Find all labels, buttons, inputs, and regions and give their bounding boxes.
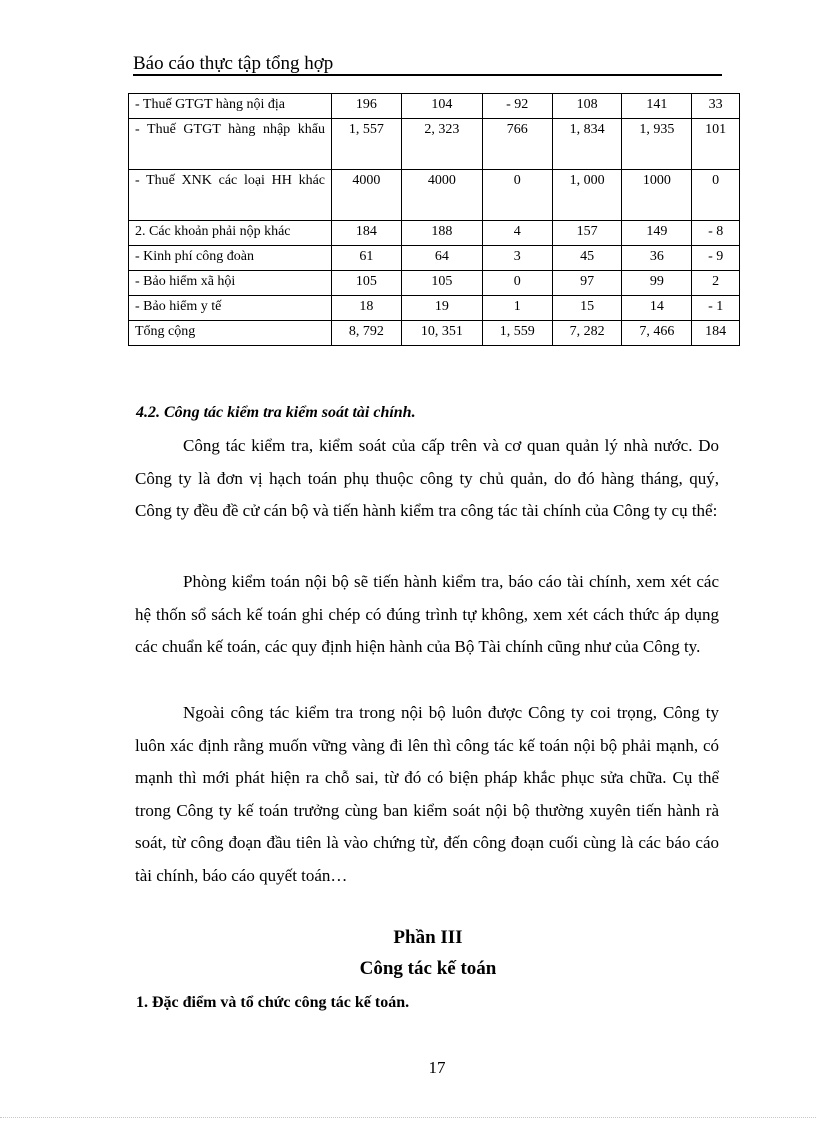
- row-label: - Bảo hiểm xã hội: [129, 271, 332, 296]
- table-cell: 1000: [622, 170, 692, 221]
- table-row: [129, 170, 740, 221]
- table-cell: 104: [401, 94, 482, 119]
- row-label: - Bảo hiểm y tế: [129, 296, 332, 321]
- table-cell: 33: [692, 94, 740, 119]
- table-cell: 2: [692, 271, 740, 296]
- table-cell: 766: [482, 119, 552, 170]
- table-row: [129, 271, 740, 296]
- page-number: 17: [428, 1058, 446, 1077]
- table-cell: - 8: [692, 221, 740, 246]
- table-cell: 64: [401, 246, 482, 271]
- table-cell: 1, 557: [332, 119, 402, 170]
- page-bottom-divider: [0, 1117, 816, 1118]
- table-cell: 14: [622, 296, 692, 321]
- table-cell: 18: [332, 296, 402, 321]
- table-cell: 1: [482, 296, 552, 321]
- table-cell: 105: [332, 271, 402, 296]
- paragraph-3: [135, 697, 719, 892]
- table-cell: 105: [401, 271, 482, 296]
- paragraph-2: [135, 566, 719, 664]
- table-row: [129, 221, 740, 246]
- table-cell: 4000: [401, 170, 482, 221]
- table-cell: - 92: [482, 94, 552, 119]
- row-label: Tổng cộng: [129, 321, 332, 346]
- row-label-text: - Thuế XNK các loại HH khác: [135, 173, 325, 188]
- row-label: 2. Các khoản phải nộp khác: [129, 221, 332, 246]
- table-cell: 61: [332, 246, 402, 271]
- paragraph-text: Ngoài công tác kiểm tra trong nội bộ luôn được Công ty coi trọng, Công ty luôn xác định rằng muốn vững vàng đi lên thì công tác kế toán nội bộ phải mạnh, có mạnh thì mới phát hiện ra chỗ sai, từ đó có biện pháp khắc phục sửa chữa. Cụ thể trong Công ty kế toán trưởng cùng ban kiểm soát nội bộ thường xuyên tiến hành rà soát, từ công đoạn đầu tiên là vào chứng từ, đến công đoạn cuối cùng là các báo cáo tài chính, báo cáo quyết toán…: [135, 703, 719, 885]
- paragraph-text: Phòng kiểm toán nội bộ sẽ tiến hành kiểm tra, báo cáo tài chính, xem xét các hệ thốn sổ sách kế toán ghi chép có đúng trình tự không, xem xét cách thức áp dụng các chuẩn kế toán, các quy định hiện hành của Bộ Tài chính cũng như của Công ty.: [135, 572, 719, 656]
- table-cell: 8, 792: [332, 321, 402, 346]
- table-cell: 1, 834: [552, 119, 622, 170]
- table-cell: 45: [552, 246, 622, 271]
- row-label: [129, 170, 332, 221]
- table-cell: 188: [401, 221, 482, 246]
- table-cell: 157: [552, 221, 622, 246]
- row-label: - Kinh phí công đoàn: [129, 246, 332, 271]
- table-cell: 149: [622, 221, 692, 246]
- table-cell: 0: [482, 271, 552, 296]
- table-cell: 97: [552, 271, 622, 296]
- table-row: [129, 94, 740, 119]
- row-label-text: - Thuế GTGT hàng nhập khẩu: [135, 122, 325, 137]
- table-cell: - 1: [692, 296, 740, 321]
- row-label: - Thuế GTGT hàng nội địa: [129, 94, 332, 119]
- table-cell: 1, 935: [622, 119, 692, 170]
- table-cell: 15: [552, 296, 622, 321]
- table-row: [129, 296, 740, 321]
- part-number: Phần III: [393, 927, 463, 948]
- table-cell: 2, 323: [401, 119, 482, 170]
- table-cell: 99: [622, 271, 692, 296]
- table-cell: 36: [622, 246, 692, 271]
- table-cell: 101: [692, 119, 740, 170]
- paragraph-text: Công tác kiểm tra, kiểm soát của cấp trên và cơ quan quản lý nhà nước. Do Công ty là đơn vị hạch toán phụ thuộc công ty chủ quản, do đó hàng tháng, quý, Công ty đều đề cử cán bộ và tiến hành kiểm tra công tác tài chính của Công ty cụ thể:: [135, 436, 719, 520]
- paragraph-1: [135, 430, 719, 528]
- table-cell: 4: [482, 221, 552, 246]
- table-cell: 0: [482, 170, 552, 221]
- table-cell: 141: [622, 94, 692, 119]
- table-row-total: [129, 321, 740, 346]
- table-cell: 184: [332, 221, 402, 246]
- table-cell: 7, 466: [622, 321, 692, 346]
- table-cell: 0: [692, 170, 740, 221]
- table-cell: - 9: [692, 246, 740, 271]
- part-title: Công tác kế toán: [359, 958, 497, 979]
- header-title: Báo cáo thực tập tổng hợp: [133, 53, 334, 74]
- table-cell: 108: [552, 94, 622, 119]
- table-cell: 19: [401, 296, 482, 321]
- page-header: [133, 50, 722, 76]
- tax-payment-table: [128, 93, 740, 346]
- subsection-title: 1. Đặc điểm và tổ chức công tác kế toán.: [136, 994, 410, 1011]
- section-title: 4.2. Công tác kiểm tra kiểm soát tài chính.: [136, 404, 416, 421]
- table-row: [129, 246, 740, 271]
- table-cell: 4000: [332, 170, 402, 221]
- table-row: [129, 119, 740, 170]
- table-cell: 1, 000: [552, 170, 622, 221]
- table-cell: 3: [482, 246, 552, 271]
- table-cell: 7, 282: [552, 321, 622, 346]
- table-cell: 184: [692, 321, 740, 346]
- table-cell: 10, 351: [401, 321, 482, 346]
- table-cell: 1, 559: [482, 321, 552, 346]
- row-label: [129, 119, 332, 170]
- table-cell: 196: [332, 94, 402, 119]
